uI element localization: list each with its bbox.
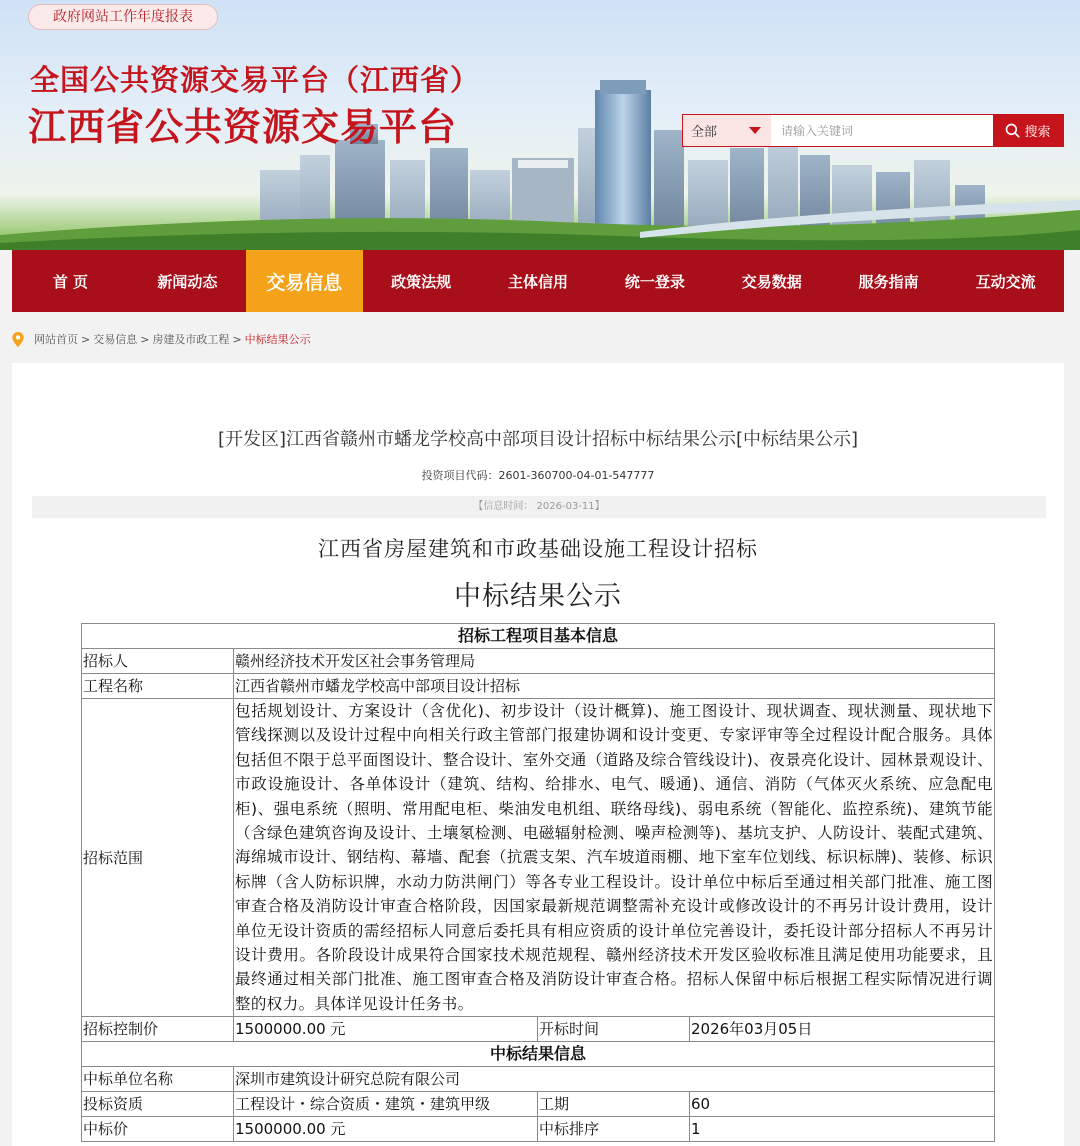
site-title-provincial: 江西省公共资源交易平台 [28,104,458,149]
search-bar [682,114,1064,147]
document-subheading: 中标结果公示 [454,581,622,612]
search-button-label: 搜索 [1024,125,1051,140]
winner-label: 中标单位名称 [82,1067,234,1092]
table-row [82,1042,995,1067]
scope-value: 包括规划设计、方案设计（含优化)、初步设计（设计概算)、施工图设计、现状调查、现状测量、现状地下管线探测以及设计过程中向相关行政主管部门报建协调和设计变更、专家评审等全过程设计配合服务。具体包括但不限于总平面图设计、整合设计、室外交通（道路及综合管线设计)、夜景亮化设计、园林景观设计、市政设施设计、各单体设计（建筑、结构、给排水、电气、暖通)、通信、消防（气体灭火系统、应急配电柜)、强电系统（照明、常用配电柜、柴油发电机组、联络母线)、弱电系统（智能化、监控系统)、建筑节能（含绿色建筑咨询及设计、土壤氡检测、电磁辐射检测、噪声检测等)、基坑支护、人防设计、装配式建筑、海绵城市设计、钢结构、幕墙、配套（抗震支架、汽车坡道雨棚、地下室车位划线、标识标牌)、装修、标识标牌（含人防标识牌，水动力防洪闸门）等各专业工程设计。设计单位中标后至通过相关部门批准、施工图审查合格及消防设计审查合格阶段，因国家最新规范调整需补充设计或修改设计的不再另计设计费用，设计单位无设计资质的需经招标人同意后委托具有相应资质的设计单位完善设计，委托设计部分招标人不再另计设计费用。各阶段设计成果符合国家技术规范规程、赣州经济技术开发区验收标准且满足使用功能要求，且最终通过相关部门批准、施工图审查合格及消防设计审查合格。招标人保留中标后根据工程实际情况进行调整的权力。具体详见设计任务书。 [234,699,995,1017]
info-time-bar: 【信息时间： 2026-03-11】 [32,496,1046,518]
breadcrumb-current: 中标结果公示 [244,333,311,346]
open-time-value: 2026年03月05日 [690,1017,995,1042]
table-row [82,674,995,699]
tenderer-value: 赣州经济技术开发区社会事务管理局 [234,649,995,674]
section-title-basic-info: 招标工程项目基本信息 [82,624,995,649]
nav-trade-data[interactable]: 交易数据 [741,272,802,291]
qualification-value: 工程设计・综合资质・建筑・建筑甲级 [234,1092,538,1117]
control-price-value: 1500000.00 元 [234,1017,538,1042]
table-row [82,1067,995,1092]
search-icon [1005,123,1020,138]
section-title-result-info: 中标结果信息 [82,1042,995,1067]
document-heading: 江西省房屋建筑和市政基础设施工程设计招标 [318,537,758,561]
breadcrumb-separator: > [140,332,150,346]
nav-policy[interactable]: 政策法规 [391,272,452,291]
scope-label: 招标范围 [82,699,234,1017]
search-category-value: 全部 [691,125,718,140]
nav-credit[interactable]: 主体信用 [508,272,569,291]
qualification-label: 投标资质 [82,1092,234,1117]
period-label: 工期 [538,1092,690,1117]
search-button[interactable] [993,115,1063,146]
bid-result-table [81,623,995,1142]
open-time-label: 开标时间 [538,1017,690,1042]
annual-report-link[interactable]: 政府网站工作年度报表 [28,4,218,30]
caret-down-icon [749,127,761,134]
project-name-label: 工程名称 [82,674,234,699]
table-row [82,624,995,649]
project-name-value: 江西省赣州市蟠龙学校高中部项目设计招标 [234,674,995,699]
nav-news[interactable]: 新闻动态 [157,272,218,291]
nav-interaction[interactable]: 互动交流 [975,272,1036,291]
location-pin-icon [12,332,24,347]
table-row [82,649,995,674]
site-title-national: 全国公共资源交易平台（江西省） [30,63,481,97]
table-row [82,699,995,1017]
breadcrumb-home[interactable]: 网站首页 [34,333,78,346]
search-category-select[interactable] [683,115,771,146]
period-value: 60 [690,1092,995,1117]
control-price-label: 招标控制价 [82,1017,234,1042]
table-row [82,1117,995,1142]
nav-trade-info[interactable]: 交易信息 [246,250,363,312]
breadcrumb-separator: > [232,332,242,346]
rank-value: 1 [690,1117,995,1142]
search-input[interactable] [771,115,993,146]
bid-price-label: 中标价 [82,1117,234,1142]
nav-home[interactable]: 首 页 [52,272,89,291]
breadcrumb-construction[interactable]: 房建及市政工程 [152,333,230,346]
header-banner [0,0,1080,250]
table-row [82,1017,995,1042]
rank-label: 中标排序 [538,1117,690,1142]
main-nav [12,250,1064,312]
nav-login[interactable]: 统一登录 [624,272,685,291]
project-code: 投资项目代码：2601-360700-04-01-547777 [421,469,655,482]
breadcrumb-trade-info[interactable]: 交易信息 [93,333,138,346]
breadcrumb [12,330,311,348]
nav-guide[interactable]: 服务指南 [858,272,919,291]
table-row [82,1092,995,1117]
article-title: [开发区]江西省赣州市蟠龙学校高中部项目设计招标中标结果公示[中标结果公示] [217,429,859,450]
tenderer-label: 招标人 [82,649,234,674]
winner-value: 深圳市建筑设计研究总院有限公司 [234,1067,995,1092]
article-panel [12,363,1064,1146]
bid-price-value: 1500000.00 元 [234,1117,538,1142]
breadcrumb-separator: > [81,332,91,346]
